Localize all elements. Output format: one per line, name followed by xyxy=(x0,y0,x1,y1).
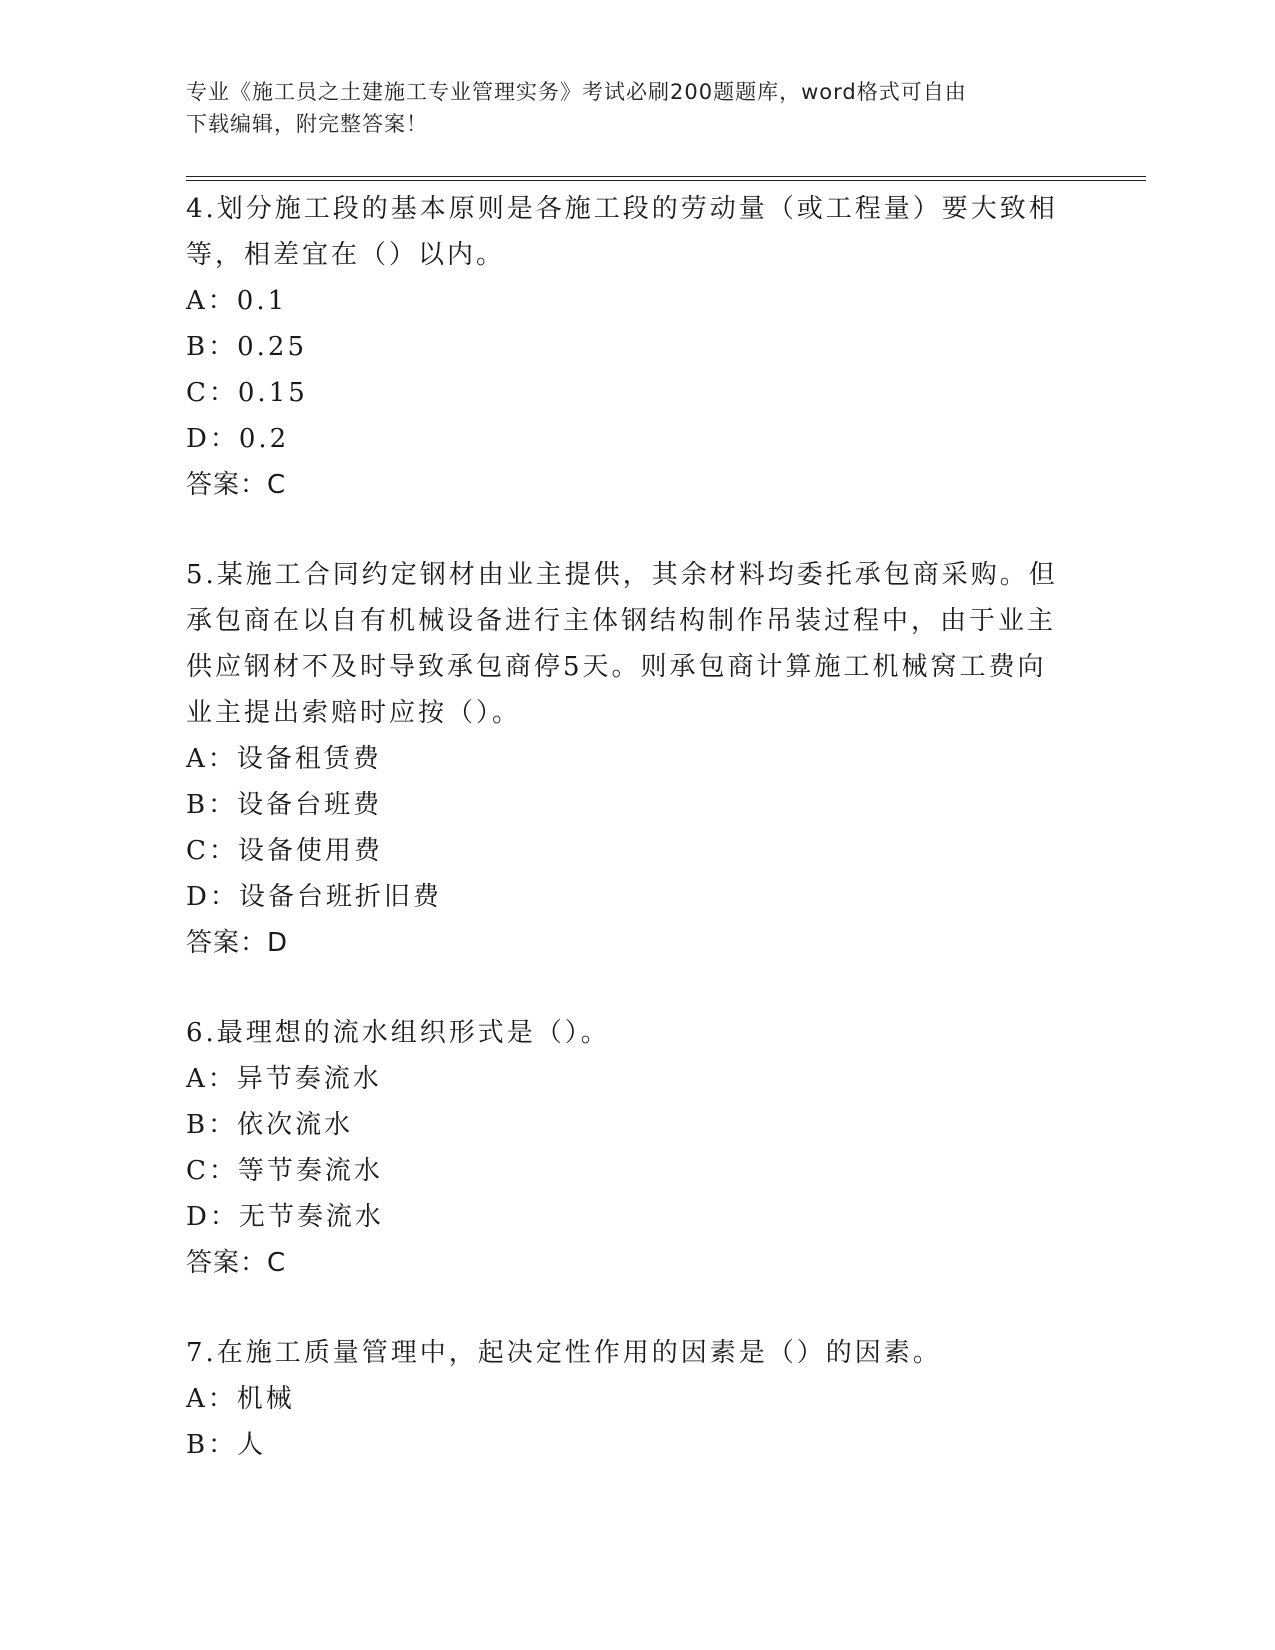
spacer xyxy=(186,508,1066,552)
option-b: B：设备台班费 xyxy=(186,790,383,820)
document-header xyxy=(186,76,1066,140)
header-divider-top xyxy=(186,176,1146,177)
option-b: B：0.25 xyxy=(186,332,307,362)
question-stem: 7.在施工质量管理中，起决定性作用的因素是（）的因素。 xyxy=(186,1338,942,1368)
option-c: C：设备使用费 xyxy=(186,836,383,866)
header-line-1: 专业《施工员之土建施工专业管理实务》考试必刷200题题库，word格式可自由 xyxy=(186,80,967,104)
spacer xyxy=(186,966,1066,1010)
option-d: D：无节奏流水 xyxy=(186,1202,384,1232)
option-a: A：异节奏流水 xyxy=(186,1064,382,1094)
option-b: B：人 xyxy=(186,1430,267,1460)
option-d: D：设备台班折旧费 xyxy=(186,882,442,912)
question-stem: 5.某施工合同约定钢材由业主提供，其余材料均委托承包商采购。但承包商在以自有机械设备进行主体钢结构制作吊装过程中，由于业主供应钢材不及时导致承包商停5天。则承包商计算施工机械窝工费向业主提出索赔时应按（）。 xyxy=(186,560,1058,728)
answer-text: 答案：C xyxy=(186,470,287,500)
answer-text: 答案：D xyxy=(186,928,289,958)
question-item xyxy=(186,1330,1066,1468)
option-c: C：等节奏流水 xyxy=(186,1156,383,1186)
option-a: A：设备租赁费 xyxy=(186,744,382,774)
question-item xyxy=(186,186,1066,508)
question-item xyxy=(186,1010,1066,1286)
question-stem: 4.划分施工段的基本原则是各施工段的劳动量（或工程量）要大致相等，相差宜在（）以内。 xyxy=(186,194,1058,270)
question-stem: 6.最理想的流水组织形式是（）。 xyxy=(186,1018,610,1048)
option-b: B：依次流水 xyxy=(186,1110,354,1140)
header-divider-bottom xyxy=(186,180,1146,181)
answer-text: 答案：C xyxy=(186,1248,287,1278)
question-list xyxy=(186,186,1066,1468)
question-item xyxy=(186,552,1066,966)
option-c: C：0.15 xyxy=(186,378,308,408)
option-a: A：0.1 xyxy=(186,286,288,316)
spacer xyxy=(186,1286,1066,1330)
option-a: A：机械 xyxy=(186,1384,295,1414)
header-line-2: 下载编辑，附完整答案！ xyxy=(186,112,428,136)
option-d: D：0.2 xyxy=(186,424,290,454)
